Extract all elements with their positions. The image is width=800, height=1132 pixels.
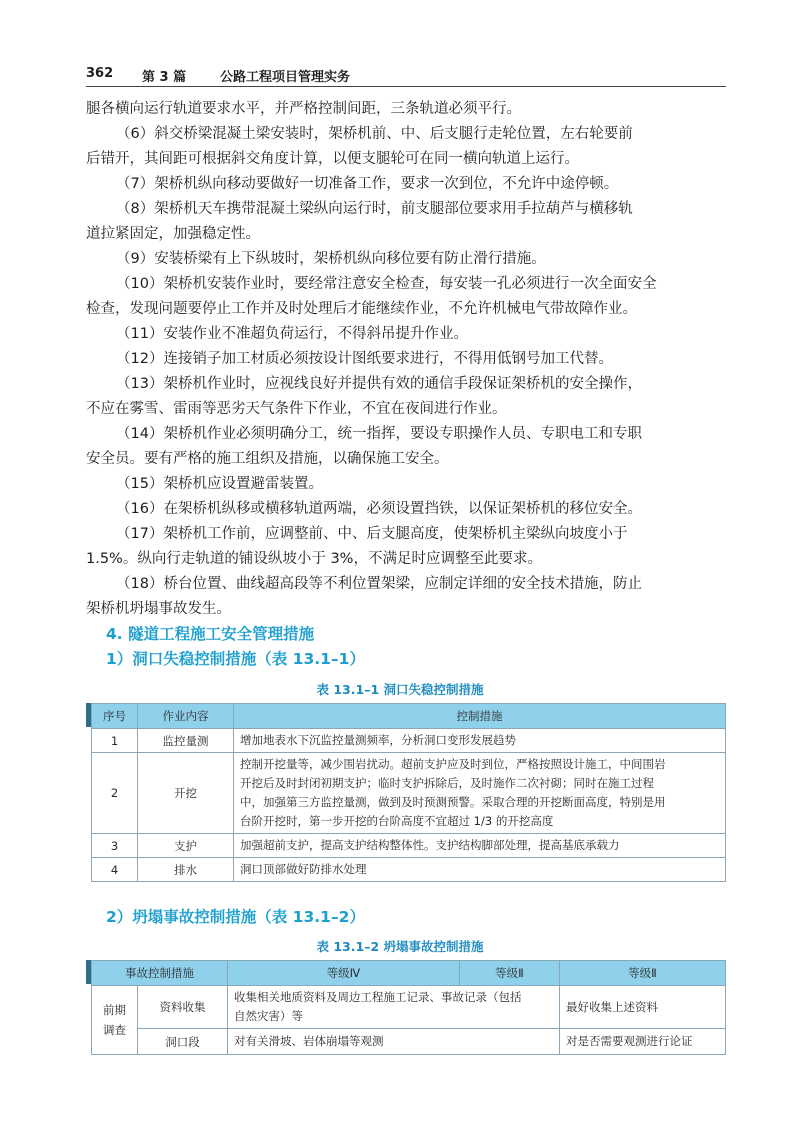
line: 道拉紧固定，加强稳定性。: [86, 226, 260, 242]
line: （17）架桥机工作前，应调整前、中、后支腿高度，使架桥机主梁纵向坡度小于: [116, 526, 628, 542]
cell-measure: [234, 858, 726, 882]
col-header: 等级Ⅱ: [460, 961, 560, 986]
paragraph: [86, 172, 726, 197]
line: （12）连接销子加工材质必须按设计图纸要求进行，不得用低钢号加工代替。: [116, 351, 613, 367]
line: （7）架桥机纵向移动要做好一切准备工作，要求一次到位，不允许中途停顿。: [116, 176, 619, 192]
table-row: [92, 986, 726, 1029]
cell-measure: [234, 753, 726, 834]
cell-task: 支护: [138, 834, 234, 858]
table-collapse-control: [91, 960, 726, 1055]
cell-level-a: [228, 986, 560, 1029]
paragraph: [86, 272, 726, 322]
line: 检查，发现问题要停止工作并及时处理后才能继续作业，不允许机械电气带故障作业。: [86, 301, 637, 317]
measure-line: 增加地表水下沉监控量测频率，分析洞口变形发展趋势: [240, 733, 516, 747]
paragraph: [86, 522, 726, 572]
line: 架桥机坍塌事故发生。: [86, 601, 231, 617]
line: 安全员。要有严格的施工组织及措施，以确保施工安全。: [86, 451, 449, 467]
cell-no: 1: [92, 729, 138, 753]
measure-line: 洞口顶部做好防排水处理: [240, 862, 367, 876]
line: （9）安装桥梁有上下纵坡时，架桥机纵向移位要有防止滑行措施。: [116, 251, 546, 267]
group-line: 调查: [103, 1023, 126, 1037]
cell-level-c: 最好收集上述资料: [560, 986, 726, 1029]
paragraph: [86, 97, 726, 122]
line: （14）架桥机作业必须明确分工，统一指挥，要设专职操作人员、专职电工和专职: [116, 426, 642, 442]
line: （11）安装作业不准超负荷运行，不得斜吊提升作业。: [116, 326, 468, 342]
line: 1.5%。纵向行走轨道的铺设纵坡小于 3%，不满足时应调整至此要求。: [86, 551, 542, 567]
line: 不应在雾雪、雷雨等恶劣天气条件下作业，不宜在夜间进行作业。: [86, 401, 507, 417]
paragraph: [86, 572, 726, 622]
paragraph: [86, 197, 726, 247]
col-header: 作业内容: [138, 704, 234, 729]
cell-measure: [234, 729, 726, 753]
cell-no: 2: [92, 753, 138, 834]
part-title: 公路工程项目管理实务: [220, 70, 351, 85]
measure-line: 控制开挖量等，减少围岩扰动。超前支护应及时到位，严格按照设计施工，中间围岩: [240, 757, 666, 771]
measure-line: 开挖后及时封闭初期支护；临时支护拆除后，及时施作二次衬砌；同时在施工过程: [240, 776, 654, 790]
table-row: [92, 1029, 726, 1055]
paragraph: [86, 472, 726, 497]
cell-item: 洞口段: [138, 1029, 228, 1055]
cell-task: 排水: [138, 858, 234, 882]
cell-level-c: 对是否需要观测进行论证: [560, 1029, 726, 1055]
cell-task: 监控量测: [138, 729, 234, 753]
part-label: 第 3 篇: [142, 70, 187, 85]
table-row: [92, 753, 726, 834]
cell-no: 4: [92, 858, 138, 882]
cell-line: 自然灾害）等: [234, 1009, 303, 1023]
table-tunnel-portal: [91, 703, 726, 882]
table-caption: 表 13.1–1 洞口失稳控制措施: [316, 682, 484, 697]
subsection-heading: 2）坍塌事故控制措施（表 13.1–2）: [106, 908, 365, 926]
measure-line: 台阶开挖时，第一步开挖的台阶高度不宜超过 1/3 的开挖高度: [240, 814, 554, 828]
line: （6）斜交桥梁混凝土梁安装时，架桥机前、中、后支腿行走轮位置，左右轮要前: [116, 126, 633, 142]
paragraph: [86, 497, 726, 522]
col-header: 等级Ⅳ: [228, 961, 460, 986]
table-row: [92, 729, 726, 753]
cell-line: 收集相关地质资料及周边工程施工记录、事故记录（包括: [234, 990, 522, 1004]
cell-line: 对有关滑坡、岩体崩塌等观测: [234, 1034, 384, 1048]
col-header: 等级Ⅱ: [560, 961, 726, 986]
line: （10）架桥机安装作业时，要经常注意安全检查，每安装一孔必须进行一次全面安全: [116, 276, 657, 292]
line: （16）在架桥机纵移或横移轨道两端，必须设置挡铁，以保证架桥机的移位安全。: [116, 501, 642, 517]
cell-level-a: [228, 1029, 560, 1055]
paragraph: [86, 322, 726, 347]
paragraph: [86, 422, 726, 472]
line: 后错开，其间距可根据斜交角度计算，以便支腿轮可在同一横向轨道上运行。: [86, 151, 579, 167]
table-row: [92, 858, 726, 882]
line: （18）桥台位置、曲线超高段等不利位置架梁，应制定详细的安全技术措施，防止: [116, 576, 642, 592]
line: （8）架桥机天车携带混凝土梁纵向运行时，前支腿部位要求用手拉葫芦与横移轨: [116, 201, 633, 217]
section-heading: 4. 隧道工程施工安全管理措施: [106, 625, 315, 643]
cell-task: 开挖: [138, 753, 234, 834]
cell-no: 3: [92, 834, 138, 858]
line: （13）架桥机作业时，应视线良好并提供有效的通信手段保证架桥机的安全操作，: [116, 376, 642, 392]
measure-line: 中，加强第三方监控量测，做到及时预测预警。采取合理的开挖断面高度，特别是用: [240, 795, 666, 809]
group-line: 前期: [103, 1003, 126, 1017]
table-caption: 表 13.1–2 坍塌事故控制措施: [316, 939, 484, 954]
paragraph: [86, 372, 726, 422]
paragraph: [86, 347, 726, 372]
table-header-row: [92, 961, 726, 986]
col-header: 控制措施: [234, 704, 726, 729]
line: （15）架桥机应设置避雷装置。: [116, 476, 323, 492]
subsection-heading: 1）洞口失稳控制措施（表 13.1–1）: [106, 650, 365, 668]
cell-item: 资料收集: [138, 986, 228, 1029]
cell-group: [92, 986, 138, 1055]
measure-line: 加强超前支护，提高支护结构整体性。支护结构脚部处理，提高基底承载力: [240, 838, 620, 852]
col-header: 事故控制措施: [92, 961, 228, 986]
col-header: 序号: [92, 704, 138, 729]
table-row: [92, 834, 726, 858]
cell-measure: [234, 834, 726, 858]
paragraph: [86, 247, 726, 272]
paragraph: [86, 122, 726, 172]
page-number: 362: [86, 66, 114, 81]
table-header-row: [92, 704, 726, 729]
page-header: [86, 58, 726, 87]
line: 腿各横向运行轨道要求水平，并严格控制间距，三条轨道必须平行。: [86, 101, 521, 117]
